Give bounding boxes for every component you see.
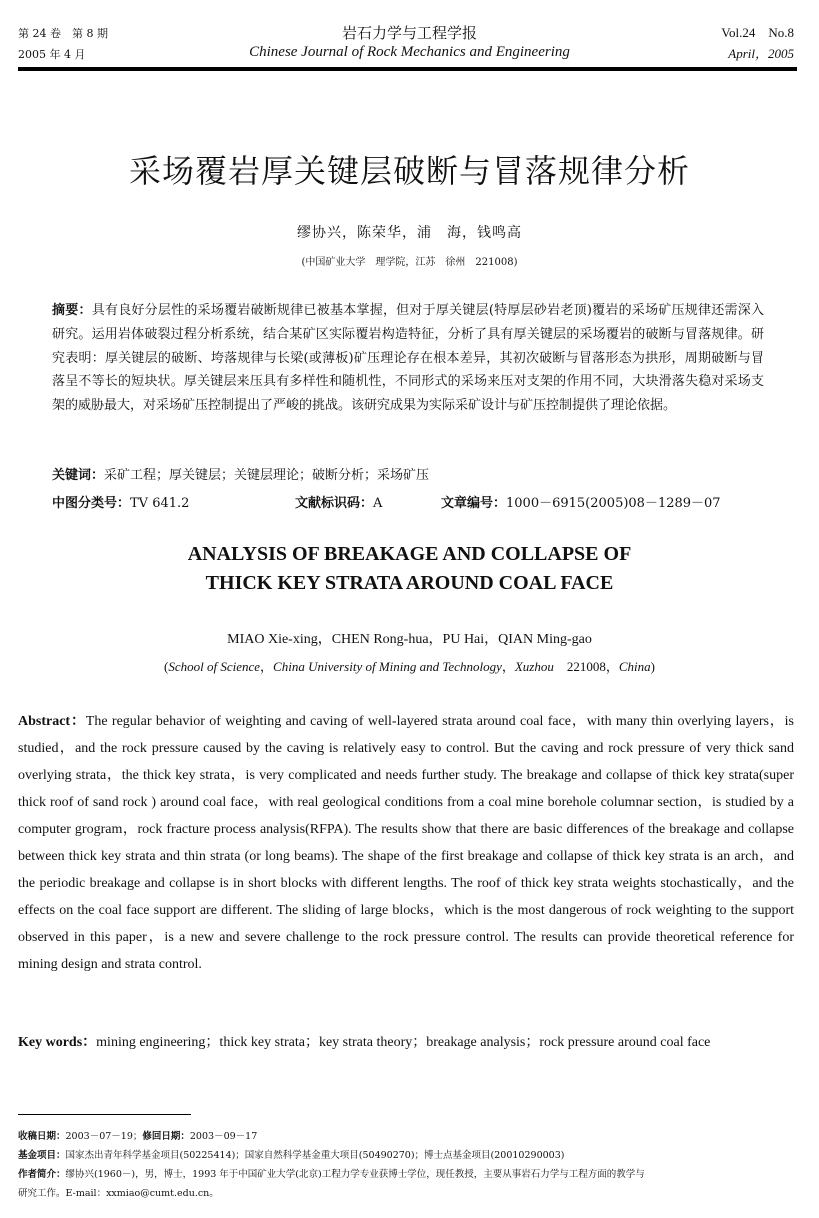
- affil-sep-1: ，: [260, 659, 274, 674]
- fund-label: 基金项目：: [18, 1150, 66, 1161]
- received-label: 收稿日期：: [18, 1131, 66, 1142]
- keywords-cn-label: 关键词：: [52, 468, 105, 483]
- keywords-cn-text: 采矿工程；厚关键层；关键层理论；破断分析；采场矿压: [104, 468, 430, 483]
- doc-label: 文献标识码：: [295, 496, 374, 511]
- affil-postcode: 221008，: [553, 659, 619, 674]
- header-date-cn: 2005 年 4 月: [18, 48, 86, 61]
- keywords-en-label: Key words：: [18, 1035, 97, 1050]
- article-title-en: [0, 540, 819, 598]
- author-bio-label: 作者简介：: [18, 1169, 66, 1180]
- keywords-en-text: mining engineering；thick key strata；key strata theory；breakage analysis；rock pressure around coal face: [96, 1035, 711, 1050]
- affiliation-en: [0, 656, 819, 675]
- revised-value: 2003－09－17: [189, 1131, 258, 1142]
- abstract-cn-text: 具有良好分层性的采场覆岩破断规律已被基本掌握，但对于厚关键层(特厚层砂岩老顶)覆岩的采场矿压规律还需深入研究。运用岩体破裂过程分析系统，结合某矿区实际覆岩构造特征，分析了具有厚关键层的采场覆岩的破断与冒落规律。研究表明：厚关键层的破断、垮落规律与长梁(或薄板)矿压理论存在根本差异，其初次破断与冒落形态为拱形，周期破断与冒落呈不等长的短块状。厚关键层来压具有多样性和随机性，不同形式的采场来压对支架的作用不同，大块滑落失稳对采场支架的威胁最大，对采场矿压控制提出了严峻的挑战。该研究成果为实际采矿设计与矿压控制提供了理论依据。: [52, 303, 764, 414]
- title-en-line-1: ANALYSIS OF BREAKAGE AND COLLAPSE OF: [187, 543, 632, 565]
- footnote-funding: [18, 1146, 796, 1165]
- affil-close: ): [650, 659, 656, 674]
- author-bio-value: 缪协兴(1960－)，男，博士，1993 年于中国矿业大学(北京)工程力学专业获博士学位，现任教授，主要从事岩石力学与工程方面的教学与: [65, 1169, 645, 1180]
- footnote-author: [18, 1165, 796, 1184]
- clc-value: TV 641.2: [130, 496, 190, 511]
- article-title-cn: 采场覆岩厚关键层破断与冒落规律分析: [128, 152, 690, 190]
- affil-open: (: [163, 659, 169, 674]
- footnote-rule: [18, 1114, 191, 1115]
- affiliation-cn: (中国矿业大学 理学院，江苏 徐州 221008): [301, 257, 518, 268]
- authors-en: MIAO Xie-xing，CHEN Rong-hua，PU Hai，QIAN Ming-gao: [227, 632, 592, 647]
- keywords-en: [18, 1029, 794, 1056]
- header-rule: [18, 67, 797, 71]
- abstract-cn: [52, 299, 764, 418]
- journal-name-en: Chinese Journal of Rock Mechanics and Engineering: [249, 44, 570, 60]
- abstract-en: [18, 708, 794, 978]
- footnotes: [18, 1127, 796, 1203]
- footnote-dates: [18, 1127, 796, 1146]
- clc-label: 中图分类号：: [52, 496, 131, 511]
- affil-city: Xuzhou: [514, 659, 554, 674]
- authors-cn: 缪协兴，陈荣华，浦 海，钱鸣高: [297, 225, 522, 241]
- abstract-cn-label: 摘要：: [52, 303, 92, 318]
- journal-name-cn: 岩石力学与工程学报: [341, 24, 477, 42]
- article-number: [441, 492, 721, 511]
- header-date-en: April，2005: [728, 46, 794, 61]
- doc-value: A: [373, 496, 383, 511]
- keywords-cn: [52, 464, 764, 483]
- title-en-line-2: THICK KEY STRATA AROUND COAL FACE: [205, 572, 614, 594]
- article-value: 1000－6915(2005)08－1289－07: [506, 496, 721, 511]
- abstract-en-label: Abstract：: [18, 714, 86, 729]
- fund-value: 国家杰出青年科学基金项目(50225414)；国家自然科学基金重大项目(50490270)；博士点基金项目(20010290003): [65, 1150, 565, 1161]
- affil-school: School of Science: [168, 659, 261, 674]
- article-label: 文章编号：: [441, 496, 507, 511]
- header-volume-en: Vol.24 No.8: [721, 25, 794, 40]
- header-volume-cn: 第 24 卷 第 8 期: [18, 27, 108, 40]
- affil-country: China: [618, 659, 651, 674]
- affil-university: China University of Mining and Technology: [273, 659, 502, 674]
- abstract-en-text: The regular behavior of weighting and caving of well-layered strata around coal face，with many thin overlying layers，is studied，and the rock pressure caused by the caving is relatively easy to control. But the caving and rock pressure of very thick sand overlying strata，the thick key strata，is very complicated and needs further study. The breakage and collapse of thick key strata(super thick roof of sand rock ) around coal face，with real geological conditions from a coal mine borehole columnar section，is studied by a computer grogram，rock fracture process analysis(RFPA). The results show that there are basic differences of the breakage and collapse between thick key strata and thin strata (or long beams). The shape of the first breakage and collapse of thick key strata is an arch，and the periodic breakage and collapse is in short blocks with different lengths. The roof of thick key strata weights stochastically，and the effects on the coal face support are different. The sliding of large blocks，which is the most dangerous of rock weighting to the support observed in this paper，is a new and severe challenge to the rock pressure control. The results can provide theoretical reference for mining design and strata control.: [18, 714, 794, 972]
- received-value: 2003－07－19；: [65, 1131, 143, 1142]
- document-code: [295, 492, 382, 511]
- clc-code: [52, 492, 189, 511]
- revised-label: 修回日期：: [142, 1131, 190, 1142]
- affil-sep-2: ，: [501, 659, 515, 674]
- footnote-author-cont: 研究工作。E-mail：xxmiao@cumt.edu.cn。: [18, 1188, 219, 1199]
